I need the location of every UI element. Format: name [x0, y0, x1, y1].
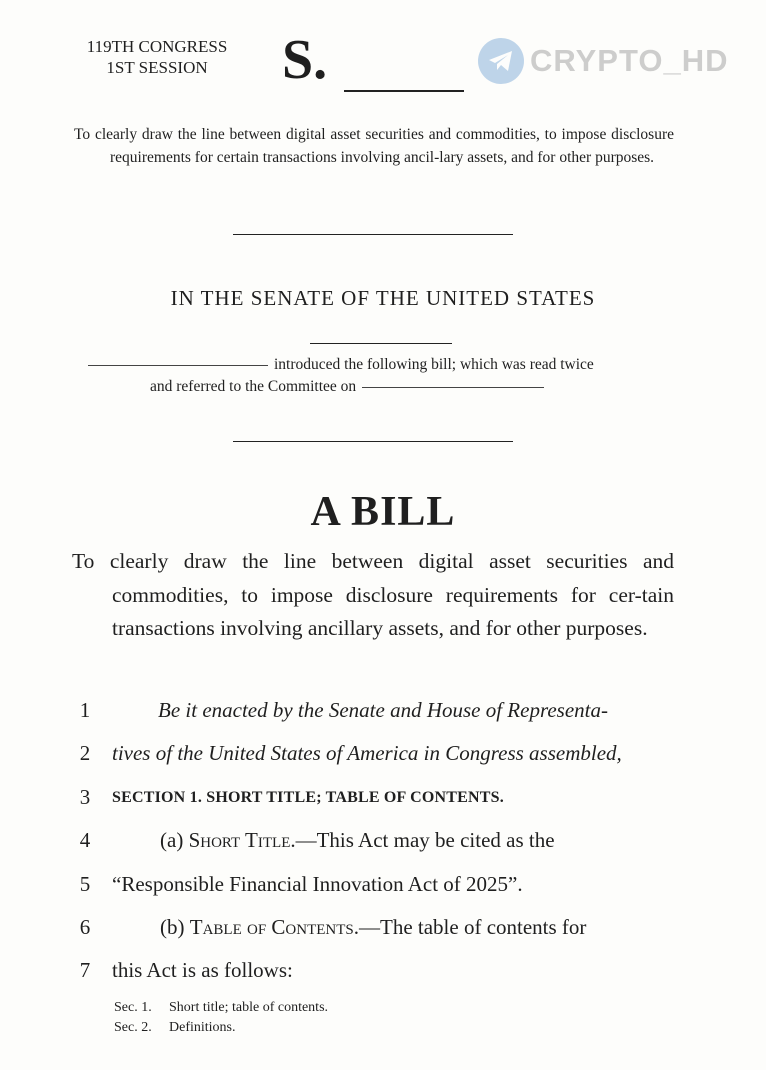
purpose-statement-text: To clearly draw the line between digital asset securities and commodities, to impose disclosure requirements for cer-tain transactions involving ancillary assets, and for other purposes.: [72, 549, 674, 640]
toc-sec: Sec. 2.: [114, 1020, 152, 1035]
purpose-statement: [72, 545, 674, 646]
toc-entry: [114, 998, 328, 1018]
bill-number-blank: [344, 90, 464, 92]
subsection-b-heading: Table of Contents.: [189, 915, 359, 939]
section-heading: SECTION 1. SHORT TITLE; TABLE OF CONTENTS.: [112, 789, 504, 806]
subsection-b-text: —The table of contents for: [359, 915, 587, 939]
enacting-clause-line-2: tives of the United States of America in Congress assembled,: [112, 741, 622, 765]
intro-line-1: introduced the following bill; which was read twice: [274, 356, 594, 373]
line-number: 2: [79, 741, 91, 765]
line-number: 6: [79, 915, 91, 939]
divider-short: [310, 343, 452, 344]
congress-session-block: [72, 36, 242, 78]
line-number: 3: [79, 785, 91, 809]
watermark: [478, 38, 728, 84]
toc-intro-line: this Act is as follows:: [112, 958, 293, 982]
chamber-heading: IN THE SENATE OF THE UNITED STATES: [170, 286, 596, 310]
session-label: 1ST SESSION: [106, 58, 208, 77]
line-number: 5: [79, 872, 91, 896]
introduction-block: [88, 354, 668, 398]
table-of-contents: [114, 998, 328, 1038]
subsection-a-heading: Short Title.: [188, 828, 296, 852]
subsection-b-line: [160, 915, 674, 940]
bill-number: S.: [282, 29, 328, 91]
sponsor-blank: [88, 365, 268, 366]
congress-label: 119TH CONGRESS: [86, 37, 228, 56]
line-number: 1: [79, 698, 91, 722]
divider: [233, 441, 513, 442]
subsection-a-text: —This Act may be cited as the: [295, 828, 555, 852]
toc-title: Short title; table of contents.: [169, 1000, 329, 1015]
toc-entry: [114, 1018, 328, 1038]
line-number: 4: [79, 828, 91, 852]
toc-title: Definitions.: [169, 1020, 236, 1035]
bill-heading: A BILL: [310, 489, 456, 535]
telegram-icon: [478, 38, 524, 84]
line-number: 7: [79, 958, 91, 982]
subsection-a-prefix: (a): [160, 828, 189, 852]
purpose-summary: [74, 124, 674, 169]
intro-line-2: and referred to the Committee on: [150, 378, 357, 395]
toc-sec: Sec. 1.: [114, 1000, 152, 1015]
subsection-a-line: [160, 828, 674, 853]
committee-blank: [362, 387, 544, 388]
subsection-b-prefix: (b): [160, 915, 190, 939]
watermark-text: CRYPTO_HD: [530, 43, 729, 78]
enacting-clause-line-1: Be it enacted by the Senate and House of Representa-: [158, 698, 608, 722]
short-title-line: “Responsible Financial Innovation Act of 2025”.: [112, 872, 523, 896]
divider: [233, 234, 513, 235]
purpose-summary-text: To clearly draw the line between digital asset securities and commodities, to impose disclosure requirements for certain transactions involving ancil-lary assets, and for other purposes.: [74, 126, 674, 166]
